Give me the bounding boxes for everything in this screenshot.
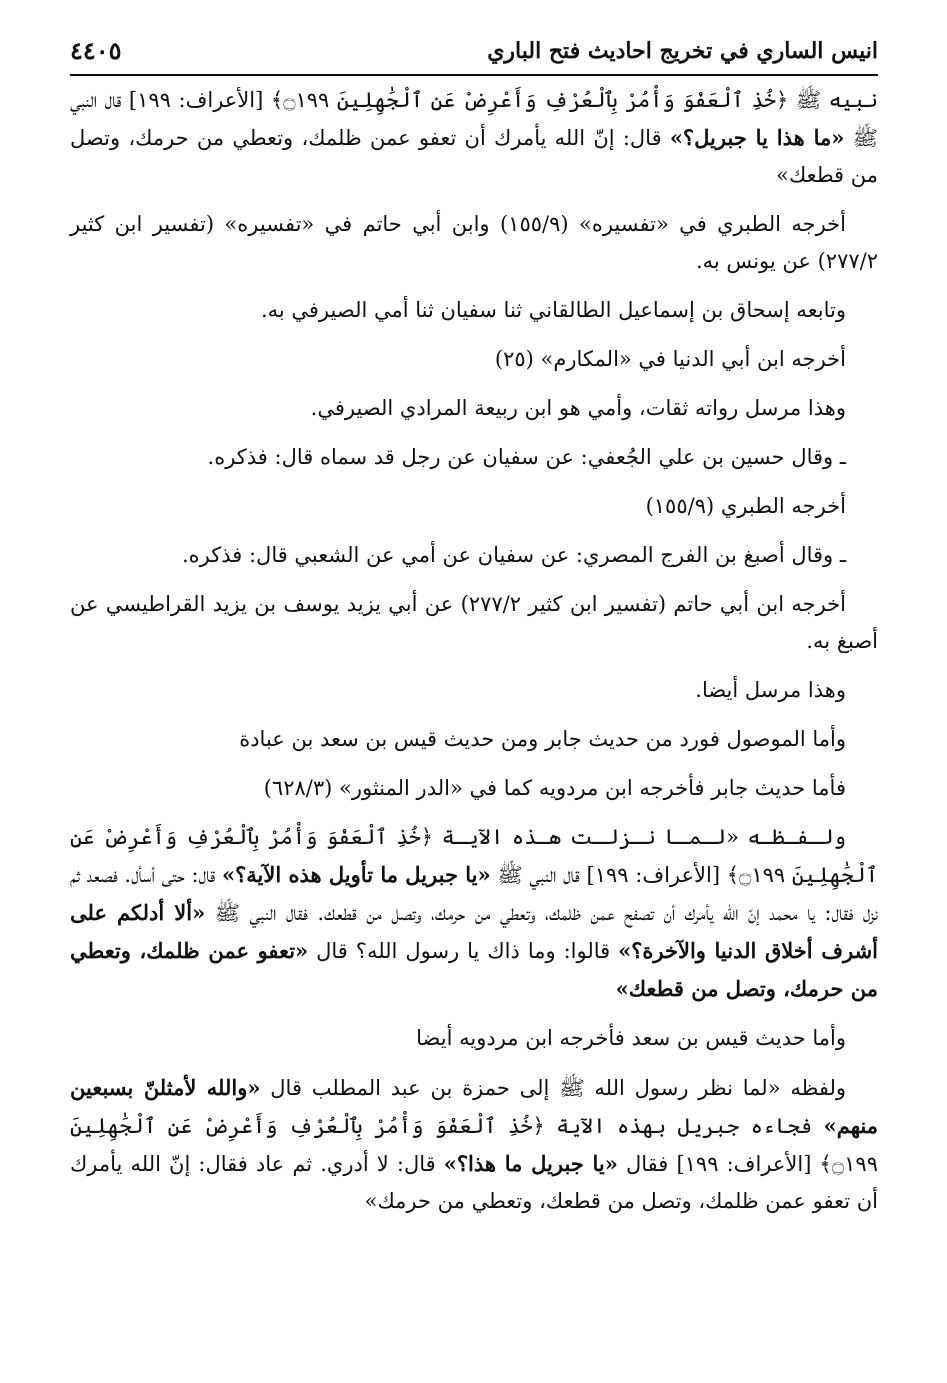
hadith-quote: «ألا أدلكم على أشرف أخلاق الدنيا والآخرة؟»: [70, 900, 878, 963]
paragraph: [70, 672, 878, 709]
paragraph: [70, 390, 878, 427]
text-segment: وأما حديث قيس بن سعد فأخرجه ابن مردويه أيضا: [416, 1026, 846, 1050]
paragraph: [70, 819, 878, 1008]
hadith-quote: «والله لأمثلنّ بسبعين منهم»: [70, 1075, 878, 1138]
text-segment: وهذا مرسل أيضا.: [695, 678, 846, 702]
paragraph: [70, 537, 878, 574]
text-segment: قال: حتى أسأل. فصعد ثم نزل فقال: يا محمد إنّ الله يأمرك أن تصفح عمن ظلمك، وتعطي من حرمك، وتصل من قطعك. فقال النبي ﷺ: [69, 863, 879, 925]
page-number: ٤٤٠٥: [70, 36, 122, 65]
text-segment: ولفظه «لما نظر رسول الله ﷺ إلى حمزة بن عبد المطلب قال: [260, 1076, 847, 1100]
text-segment: [الأعراف: ١٩٩] قال النبي ﷺ: [70, 88, 878, 150]
book-page: [70, 34, 878, 1354]
text-segment: أخرجه ابن أبي الدنيا في «المكارم» (٢٥): [494, 347, 846, 371]
text-segment: قالوا: وما ذاك يا رسول الله؟ قال: [308, 939, 619, 963]
text-segment: [الأعراف: ١٩٩] قال النبي ﷺ: [490, 863, 727, 887]
paragraph: [70, 770, 878, 807]
text-segment: وأما الموصول فورد من حديث جابر ومن حديث قيس بن سعد بن عبادة: [239, 727, 846, 751]
text-segment: فأما حديث جابر فأخرجه ابن مردويه كما في «الدر المنثور» (٦٢٨/٣): [263, 776, 846, 800]
book-title: انيس الساري في تخريج احاديث فتح الباري: [487, 38, 878, 64]
hadith-quote: «يا جبريل ما تأويل هذه الآية؟»: [222, 862, 491, 887]
text-segment: [الأعراف: ١٩٩] فقال: [617, 1152, 820, 1176]
text-segment: نبيه ﷺ: [788, 88, 878, 112]
text-segment: ﴿خُذِ ٱلْعَفْوَ وَأْمُرْ بِٱلْعُرْفِ وَأَعْرِضْ عَنِ ٱلْجَٰهِلِينَ ۝١٩٩﴾: [70, 1114, 878, 1176]
text-segment: فجاءه جبريل بهذه الآية: [544, 1114, 824, 1138]
text-segment: أخرجه الطبري (١٥٥/٩): [645, 494, 846, 518]
paragraph: [70, 439, 878, 476]
paragraph: [70, 721, 878, 758]
text-segment: أخرجه الطبري في «تفسيره» (١٥٥/٩) وابن أبي حاتم في «تفسيره» (تفسير ابن كثير ٢٧٧/٢) عن يونس به.: [70, 212, 878, 273]
hadith-quote: «ما هذا يا جبريل؟»: [669, 125, 845, 150]
text-segment: وهذا مرسل رواته ثقات، وأمي هو ابن ربيعة المرادي الصيرفي.: [310, 396, 846, 420]
paragraph: [70, 1020, 878, 1057]
page-header: [70, 34, 878, 76]
paragraph: [70, 341, 878, 378]
text-segment: قال: لا أدري. ثم عاد فقال: إنّ الله يأمرك أن تعفو عمن ظلمك، وتصل من قطعك، وتعطي من حرمك»: [70, 1152, 878, 1213]
paragraph: [70, 292, 878, 329]
text-segment: أخرجه ابن أبي حاتم (تفسير ابن كثير ٢٧٧/٢) عن أبي يزيد يوسف بن يزيد القراطيسي عن أصبغ به.: [70, 592, 878, 653]
text-segment: ﴿خُذِ ٱلْعَفْوَ وَأْمُرْ بِٱلْعُرْفِ وَأَعْرِضْ عَنِ ٱلْجَٰهِلِينَ ۝١٩٩﴾: [270, 88, 789, 112]
page-body: [70, 82, 878, 1220]
hadith-quote: «تعفو عمن ظلمك، وتعطي من حرمك، وتصل من قطعك»: [70, 938, 878, 1001]
paragraph: [70, 1069, 878, 1220]
text-segment: ـ وقال أصبغ بن الفرج المصري: عن سفيان عن أمي عن الشعبي قال: فذكره.: [181, 543, 846, 567]
paragraph: [70, 82, 878, 194]
text-segment: ولـفـظـه «لـمـا نـزلـت هـذه الآيـة: [433, 825, 846, 849]
text-segment: ﴿خُذِ ٱلْعَفْوَ وَأْمُرْ بِٱلْعُرْفِ وَأَعْرِضْ عَنِ ٱلْجَٰهِلِينَ ۝١٩٩﴾: [70, 825, 878, 887]
hadith-quote: «يا جبريل ما هذا؟»: [443, 1151, 618, 1176]
paragraph: [70, 586, 878, 660]
text-segment: ـ وقال حسين بن علي الجُعفي: عن سفيان عن رجل قد سماه قال: فذكره.: [207, 445, 846, 469]
text-segment: قال: إنّ الله يأمرك أن تعفو عمن ظلمك، وتعطي من حرمك، وتصل من قطعك»: [70, 126, 878, 187]
paragraph: [70, 488, 878, 525]
text-segment: وتابعه إسحاق بن إسماعيل الطالقاني ثنا سفيان ثنا أمي الصيرفي به.: [260, 298, 846, 322]
paragraph: [70, 206, 878, 280]
